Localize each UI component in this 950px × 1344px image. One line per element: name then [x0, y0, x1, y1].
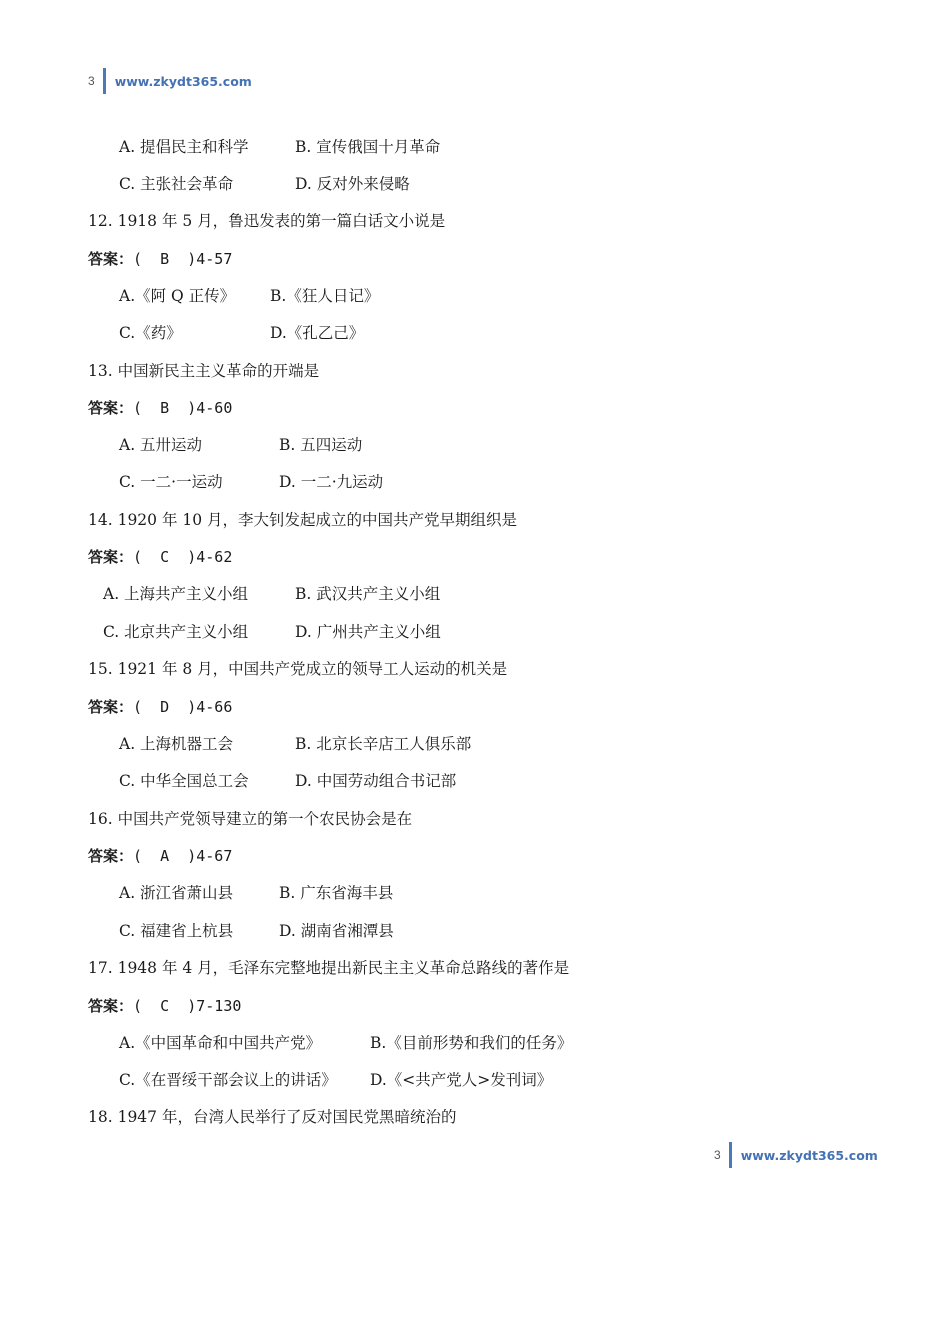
answer-label: 答案： — [88, 997, 134, 1015]
footer-site-link[interactable]: www.zkydt365.com — [740, 1147, 878, 1163]
q15-option-a: A. 上海机器工会 — [119, 735, 234, 753]
q13-option-d: D. 一二·九运动 — [279, 473, 384, 491]
q13-answer-value: ( B )4-60 — [133, 399, 233, 417]
q13-question: 13. 中国新民主主义革命的开端是 — [88, 362, 320, 380]
q12-option-d: D.《孔乙己》 — [270, 324, 365, 342]
q15-option-b: B. 北京长辛店工人俱乐部 — [295, 735, 472, 753]
page-footer — [714, 1142, 878, 1168]
q17-answer-value: ( C )7-130 — [133, 997, 242, 1015]
q16-question: 16. 中国共产党领导建立的第一个农民协会是在 — [88, 810, 413, 828]
q11-option-d: D. 反对外来侵略 — [295, 175, 410, 193]
header-divider — [103, 68, 106, 94]
q15-answer-value: ( D )4-66 — [133, 698, 233, 716]
header-site-link[interactable]: www.zkydt365.com — [114, 73, 252, 89]
q16-option-d: D. 湖南省湘潭县 — [279, 922, 394, 940]
q18-question: 18. 1947 年，台湾人民举行了反对国民党黑暗统治的 — [88, 1108, 457, 1126]
q13-option-c: C. 一二·一运动 — [119, 473, 223, 491]
answer-label: 答案： — [88, 399, 134, 417]
q12-answer-value: ( B )4-57 — [133, 250, 233, 268]
q14-answer-value: ( C )4-62 — [133, 548, 233, 566]
q17-option-b: B.《目前形势和我们的任务》 — [370, 1034, 573, 1052]
q15-option-c: C. 中华全国总工会 — [119, 772, 249, 790]
q14-answer — [88, 547, 232, 567]
q15-question: 15. 1921 年 8 月，中国共产党成立的领导工人运动的机关是 — [88, 660, 508, 678]
q16-option-b: B. 广东省海丰县 — [279, 884, 394, 902]
answer-label: 答案： — [88, 250, 134, 268]
q11-option-b: B. 宣传俄国十月革命 — [295, 138, 441, 156]
q15-answer — [88, 697, 232, 717]
q17-question: 17. 1948 年 4 月，毛泽东完整地提出新民主主义革命总路线的著作是 — [88, 959, 570, 977]
q17-option-d: D.《<共产党人>发刊词》 — [370, 1071, 553, 1089]
q16-answer-value: ( A )4-67 — [133, 847, 233, 865]
page-header — [88, 68, 252, 94]
answer-label: 答案： — [88, 548, 134, 566]
footer-page-number: 3 — [714, 1148, 721, 1162]
q16-answer — [88, 846, 232, 866]
q13-option-a: A. 五卅运动 — [119, 436, 203, 454]
q14-option-a: A. 上海共产主义小组 — [103, 585, 249, 603]
q11-option-c: C. 主张社会革命 — [119, 175, 234, 193]
q13-option-b: B. 五四运动 — [279, 436, 363, 454]
q16-option-a: A. 浙江省萧山县 — [119, 884, 234, 902]
q16-option-c: C. 福建省上杭县 — [119, 922, 234, 940]
q17-option-a: A.《中国革命和中国共产党》 — [119, 1034, 322, 1052]
q14-question: 14. 1920 年 10 月，李大钊发起成立的中国共产党早期组织是 — [88, 511, 518, 529]
q12-option-b: B.《狂人日记》 — [270, 287, 380, 305]
q12-option-c: C.《药》 — [119, 324, 182, 342]
header-page-number: 3 — [88, 74, 95, 88]
q14-option-b: B. 武汉共产主义小组 — [295, 585, 441, 603]
q12-option-a: A.《阿 Q 正传》 — [119, 287, 236, 305]
q14-option-d: D. 广州共产主义小组 — [295, 623, 441, 641]
q17-option-c: C.《在晋绥干部会议上的讲话》 — [119, 1071, 337, 1089]
q13-answer — [88, 398, 232, 418]
q12-question: 12. 1918 年 5 月，鲁迅发表的第一篇白话文小说是 — [88, 212, 446, 230]
answer-label: 答案： — [88, 698, 134, 716]
q14-option-c: C. 北京共产主义小组 — [103, 623, 249, 641]
q15-option-d: D. 中国劳动组合书记部 — [295, 772, 457, 790]
footer-divider — [729, 1142, 732, 1168]
q11-option-a: A. 提倡民主和科学 — [119, 138, 249, 156]
q12-answer — [88, 249, 232, 269]
answer-label: 答案： — [88, 847, 134, 865]
q17-answer — [88, 996, 241, 1016]
